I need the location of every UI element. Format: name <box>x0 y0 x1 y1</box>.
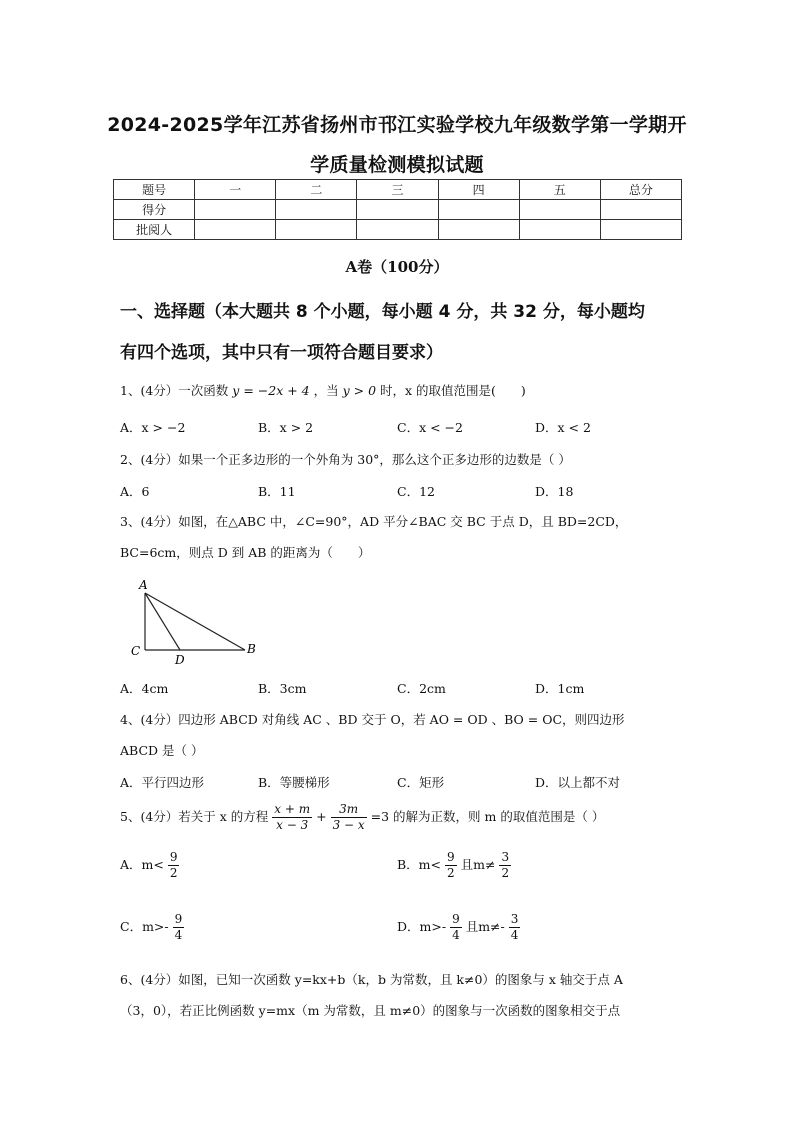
table-cell <box>438 220 519 240</box>
q1-suffix: 时，x 的取值范围是( ) <box>380 383 526 398</box>
q1-option-a[interactable]: A．x > −2 <box>120 420 186 435</box>
table-cell: 题号 <box>114 180 195 200</box>
q5-frac1-denominator: x − 3 <box>276 818 309 832</box>
table-cell <box>195 220 276 240</box>
numerator: 9 <box>174 912 183 926</box>
table-cell <box>600 220 681 240</box>
q5-option-b[interactable] <box>397 850 511 881</box>
table-cell <box>276 200 357 220</box>
q1-condition: y > 0 <box>342 383 377 398</box>
q1-expression: y = −2x + 4 <box>232 383 310 398</box>
q5-option-d-fraction-2 <box>509 912 521 943</box>
denominator: 2 <box>501 866 510 880</box>
q1-option-b[interactable]: B．x > 2 <box>258 420 314 435</box>
question-4-line-1: 4、(4分）四边形 ABCD 对角线 AC 、BD 交于 O，若 AO = OD 、BO = OC，则四边形 <box>120 712 625 727</box>
numerator: 3 <box>510 912 519 926</box>
numerator: 3 <box>501 850 510 864</box>
q4-option-c[interactable]: C．矩形 <box>397 775 445 790</box>
table-row <box>114 180 682 200</box>
table-cell: 二 <box>276 180 357 200</box>
table-cell: 三 <box>357 180 438 200</box>
q5-option-d-mid: 且m≠- <box>465 919 505 934</box>
q3-option-b[interactable]: B．3cm <box>258 681 307 696</box>
question-1 <box>120 381 526 399</box>
title-line-1: 2024-2025学年江苏省扬州市邗江实验学校九年级数学第一学期开 <box>107 114 687 136</box>
question-3-line-2: BC=6cm，则点 D 到 AB 的距离为（ ） <box>120 545 371 560</box>
table-cell: 批阅人 <box>114 220 195 240</box>
q5-suffix: =3 的解为正数，则 m 的取值范围是（ ） <box>370 809 605 824</box>
segment-ad <box>145 593 180 650</box>
question-5 <box>120 802 604 833</box>
part1-heading-line-2: 有四个选项，其中只有一项符合题目要求） <box>120 343 443 363</box>
q5-option-a-label: A．m< <box>120 857 164 872</box>
title-line-2: 学质量检测模拟试题 <box>310 154 484 176</box>
q5-plus: + <box>316 809 327 824</box>
table-cell: 一 <box>195 180 276 200</box>
q5-frac2-numerator: 3m <box>331 802 367 818</box>
table-cell: 总分 <box>600 180 681 200</box>
q2-option-d[interactable]: D．18 <box>535 484 574 499</box>
q5-prefix: 5、(4分）若关于 x 的方程 <box>120 809 269 824</box>
question-6-line-1: 6、(4分）如图，已知一次函数 y=kx+b（k，b 为常数，且 k≠0）的图象与 x 轴交于点 A <box>120 972 623 987</box>
table-cell: 得分 <box>114 200 195 220</box>
q5-option-d[interactable] <box>397 912 520 943</box>
label-c: C <box>131 644 141 658</box>
question-2: 2、(4分）如果一个正多边形的一个外角为 30°，那么这个正多边形的边数是（ ） <box>120 452 571 467</box>
q5-option-a-fraction <box>168 850 180 881</box>
q5-option-b-fraction-2 <box>499 850 511 881</box>
table-cell <box>438 200 519 220</box>
q1-option-d[interactable]: D．x < 2 <box>535 420 591 435</box>
table-cell <box>195 200 276 220</box>
q4-option-b[interactable]: B．等腰梯形 <box>258 775 330 790</box>
q5-frac1-numerator: x + m <box>274 802 311 816</box>
score-table <box>113 179 682 240</box>
q4-option-a[interactable]: A．平行四边形 <box>120 775 205 790</box>
denominator: 4 <box>452 928 460 942</box>
q5-option-b-fraction-1 <box>445 850 457 881</box>
table-cell: 五 <box>519 180 600 200</box>
part1-heading-line-1: 一、选择题（本大题共 8 个小题，每小题 4 分，共 32 分，每小题均 <box>120 302 645 322</box>
table-cell: 四 <box>438 180 519 200</box>
q5-option-a[interactable] <box>120 850 179 881</box>
q1-option-c[interactable]: C．x < −2 <box>397 420 463 435</box>
table-row <box>114 220 682 240</box>
section-title: A卷（100分） <box>345 258 449 276</box>
q3-option-d[interactable]: D．1cm <box>535 681 585 696</box>
denominator: 4 <box>174 928 183 942</box>
segment-ab <box>145 593 245 650</box>
question-4-line-2: ABCD 是（ ） <box>120 743 204 758</box>
q5-fraction-1 <box>272 802 312 833</box>
question-3-line-1: 3、(4分）如图，在△ABC 中，∠C=90°，AD 平分∠BAC 交 BC 于点 D，且 BD=2CD， <box>120 514 628 529</box>
table-cell <box>276 220 357 240</box>
q2-option-c[interactable]: C．12 <box>397 484 435 499</box>
label-d: D <box>175 653 185 667</box>
table-row <box>114 200 682 220</box>
label-a: A <box>139 578 148 592</box>
q3-option-a[interactable]: A．4cm <box>120 681 169 696</box>
q1-prefix: 1、(4分）一次函数 <box>120 383 229 398</box>
numerator: 9 <box>447 850 455 864</box>
q4-option-d[interactable]: D．以上都不对 <box>535 775 621 790</box>
q2-option-a[interactable]: A．6 <box>120 484 150 499</box>
q2-option-b[interactable]: B．11 <box>258 484 296 499</box>
q5-option-c-label: C．m>- <box>120 919 169 934</box>
q5-option-b-mid: 且m≠ <box>460 857 496 872</box>
question-6-line-2: （3，0），若正比例函数 y=mx（m 为常数，且 m≠0）的图象与一次函数的图象相交于点 <box>120 1003 621 1018</box>
q1-mid: ，当 <box>313 383 339 398</box>
table-cell <box>357 220 438 240</box>
denominator: 2 <box>169 866 178 880</box>
table-cell <box>519 220 600 240</box>
denominator: 4 <box>510 928 519 942</box>
q5-fraction-2 <box>331 802 367 833</box>
q5-option-c[interactable] <box>120 912 184 943</box>
q5-option-d-label: D．m>- <box>397 919 447 934</box>
q3-option-c[interactable]: C．2cm <box>397 681 446 696</box>
q5-option-b-label: B．m< <box>397 857 442 872</box>
label-b: B <box>247 642 256 656</box>
numerator: 9 <box>169 850 178 864</box>
denominator: 2 <box>447 866 455 880</box>
table-cell <box>357 200 438 220</box>
table-cell <box>600 200 681 220</box>
numerator: 9 <box>452 912 460 926</box>
triangle-figure <box>128 578 268 668</box>
q5-option-d-fraction-1 <box>450 912 462 943</box>
q5-frac2-denominator: 3 − x <box>332 818 365 832</box>
q5-option-c-fraction <box>173 912 185 943</box>
table-cell <box>519 200 600 220</box>
